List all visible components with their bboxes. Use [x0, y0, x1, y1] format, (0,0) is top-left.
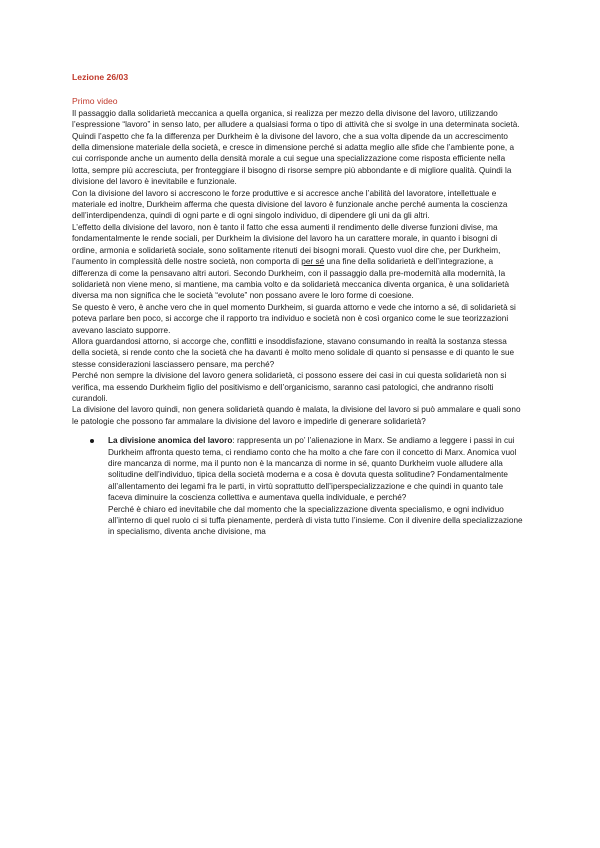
bullet-text: : rappresenta un po’ l’alienazione in Marx. Se andiamo a leggere i passi in cui Durkheim affronta questo tema, ci rendiamo conto che ha molto a che fare con il concetto di Marx. Anomica vuol dire mancanza di norme, ma il punto non è la mancanza di norme in sé, quanto Durkheim vuole alludere alla solitudine dell’individuo, tipica della società moderna e a cosa è dovuta questa solitudine? Fondamentalmente all’allentamento dei legami fra le parti, in virtù soprattutto dell’iperspecializzazione e che quindi in quanto tale faceva diminuire la coscienza collettiva e aumentava quella individuale, e perché?: [108, 436, 517, 503]
paragraph: Perché non sempre la divisione del lavoro genera solidarietà, ci possono essere dei casi in cui questa solidarietà non si verifica, ma essendo Durkheim figlio del positivismo e dell’organicismo, saranno casi patologici, che andranno risolti curandoli.: [72, 371, 507, 403]
list-item: [72, 435, 524, 538]
bullet-paragraph: [108, 435, 524, 503]
paragraph-effect: [72, 222, 524, 302]
paragraph: Il passaggio dalla solidarietà meccanica a quella organica, si realizza per mezzo della divisone del lavoro, utilizzando l’espressione “lavoro” in senso lato, per alludere a qualsiasi forma o tipo di attività che si svolge in una determinata società.: [72, 108, 520, 130]
underlined-text: per sé: [301, 257, 325, 267]
lesson-title: Lezione 26/03: [72, 72, 129, 82]
bullet-icon: [90, 439, 94, 443]
paragraph-text: L’effetto della divisione del lavoro, non è tanto il fatto che essa aumenti il rendimento delle diverse funzioni divise, ma fondamentalmente le rende sociali, per Durkheim la divisione del lavoro ha un carattere morale, in quanto i bisogni di ordine, armonia e solidarietà sociale, sono solitamente ritenuti dei bisogni morali. Questo vuol dire che, per Durkheim, l’aumento in complessità delle nostre società, non comporta di: [72, 222, 501, 267]
paragraph-text: una fine della solidarietà e dell’integrazione, a differenza di come la pensavano altri autori. Secondo Durkheim, con il passaggio dalla pre-modernità alla modernità, la solidarietà non viene meno, si mantiene, ma cambia volto e da solidarietà meccanica diventa organica, è una solidarietà diversa ma non significa che le società “evolute” non possano avere le loro forme di coesione.: [72, 257, 510, 301]
paragraph: Se questo è vero, è anche vero che in quel momento Durkheim, si guarda attorno e vede che intorno a sé, di solidarietà si poteva parlare ben poco, si accorge che il rapporto tra individuo e società non è così organico come le sue teorizzazioni avevano lasciato supporre.: [72, 302, 516, 335]
paragraph: Quindi l’aspetto che fa la differenza per Durkheim è la divisone del lavoro, che a sua volta dipende da un accrescimento della dimensione materiale della società, e cresce in dimensione perché si adatta meglio alle sfide che l’ambiente pone, a cui corrisponde anche un aumento della densità morale a cui segue una specializzazione come risposta efficiente nella lotta, sempre più accresciuta, per fronteggiare il bisogno di risorse sempre più abbondante e di migliore qualità. Quindi la divisione del lavoro è inevitabile e funzionale.: [72, 131, 515, 187]
section-title: Primo video: [72, 96, 118, 107]
document-body: [72, 72, 524, 538]
paragraph: Con la divisione del lavoro si accrescono le forze produttive e si accresce anche l’abilità del lavoratore, intellettuale e materiale ed inoltre, Durkheim afferma che questa divisione del lavoro è funzionale anche perché aumenta la coscienza dell’interdipendenza, quindi di ogni parte e di ogni singolo individuo, di dipendere gli uni da gli altri.: [72, 188, 508, 221]
bullet-list: [72, 435, 524, 538]
paragraph: La divisione del lavoro quindi, non genera solidarietà quando è malata, la divisione del lavoro si può ammalare e quali sono le patologie che possono far ammalare la divisione del lavoro e impedirle di generare solidarietà?: [72, 405, 521, 426]
bullet-term: La divisione anomica del lavoro: [108, 436, 233, 446]
bullet-continuation: Perché è chiaro ed inevitabile che dal momento che la specializzazione diventa specialismo, e ogni individuo all’interno di quel ruolo ci si tuffa pienamente, perderà di vista tutto l’insieme. Con il divenire della specializzazione in specialismo, diventa anche divisione, ma: [108, 504, 523, 537]
paragraph: Allora guardandosi attorno, si accorge che, conflitti e insoddisfazione, stavano consumando in realtà la sostanza stessa della società, si rende conto che la società che ha davanti è molto meno solidale di quanto si pensasse e di quanto le sue stesse considerazioni lasciassero pensare, ma perché?: [72, 336, 515, 369]
